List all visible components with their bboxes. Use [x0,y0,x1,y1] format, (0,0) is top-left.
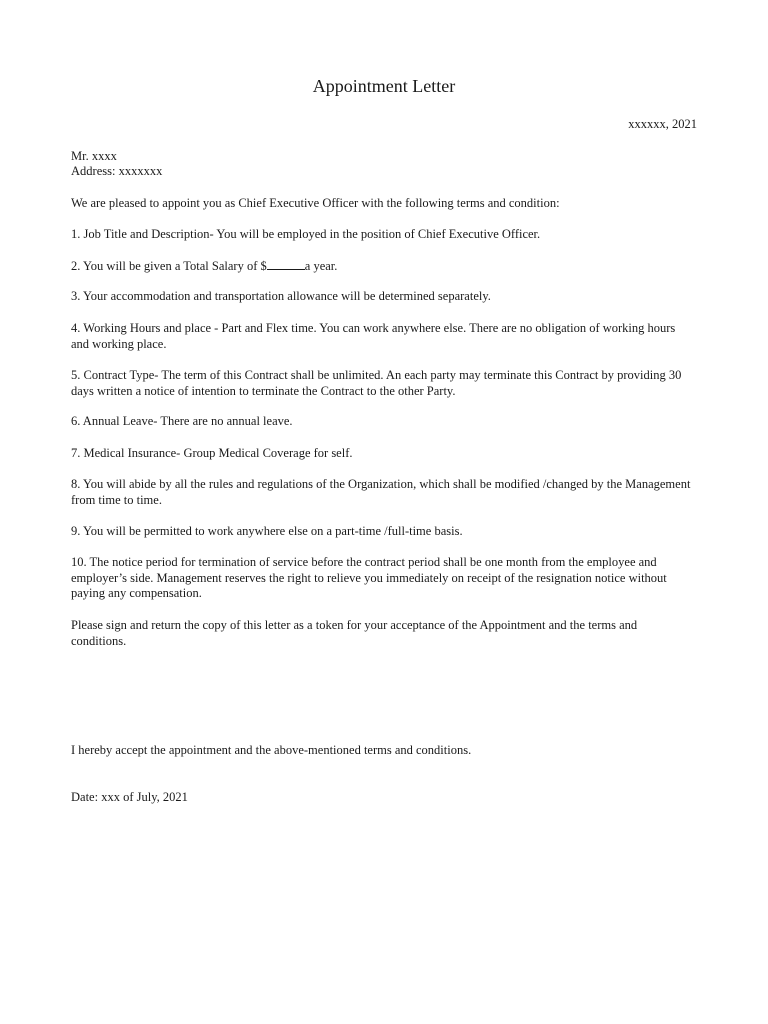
term-item-1: 1. Job Title and Description- You will be employed in the position of Chief Executive Officer. [71,227,541,241]
term-item-6: 6. Annual Leave- There are no annual leave. [71,414,293,428]
acceptance-statement: I hereby accept the appointment and the above-mentioned terms and conditions. [71,743,472,757]
signature-date: Date: xxx of July, 2021 [71,790,188,804]
recipient-address: Address: xxxxxxx [71,164,163,178]
closing-paragraph: Please sign and return the copy of this letter as a token for your acceptance of the Appointment and the terms and conditions. [71,618,638,648]
term-item-7: 7. Medical Insurance- Group Medical Coverage for self. [71,446,353,460]
term-item-8: 8. You will abide by all the rules and regulations of the Organization, which shall be modified /changed by the Management from time to time. [71,477,691,507]
letter-intro: We are pleased to appoint you as Chief Executive Officer with the following terms and condition: [71,196,560,210]
salary-blank [267,258,305,270]
letter-title: Appointment Letter [312,76,456,96]
term-item-3: 3. Your accommodation and transportation allowance will be determined separately. [71,289,491,303]
term-item-10: 10. The notice period for termination of service before the contract period shall be one month from the employee and employer’s side. Management reserves the right to relieve you immediately on receipt of the resignation notice without paying any compensation. [71,555,667,600]
term-item-2 [71,258,691,275]
term-item-5: 5. Contract Type- The term of this Contract shall be unlimited. An each party may terminate this Contract by providing 30 days written a notice of intention to terminate the Contract to the other Party. [71,368,682,398]
term-item-9: 9. You will be permitted to work anywhere else on a part-time /full-time basis. [71,524,463,538]
recipient-name: Mr. xxxx [71,149,117,163]
salary-text: 2. You will be given a Total Salary of $ [71,259,267,273]
term-item-4: 4. Working Hours and place - Part and Flex time. You can work anywhere else. There are no obligation of working hours and working place. [71,321,676,351]
salary-suffix: a year. [304,259,338,273]
letter-date: xxxxxx, 2021 [628,117,697,131]
